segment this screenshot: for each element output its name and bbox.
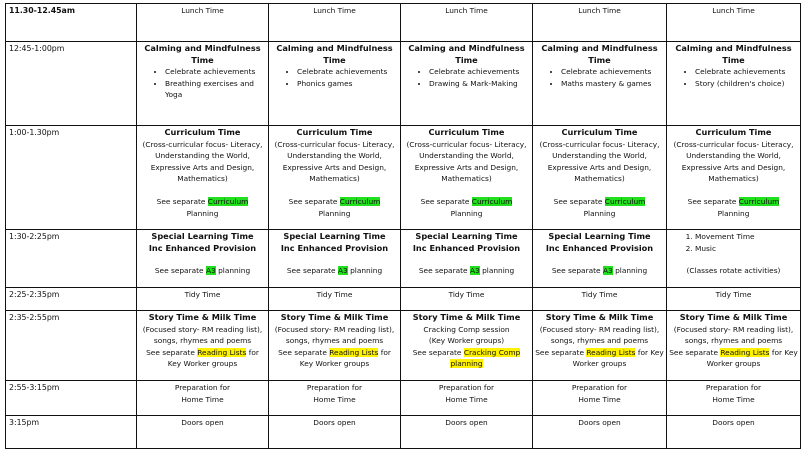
cell-title: Curriculum Time: [296, 127, 373, 137]
see-line: See separate Curriculum Planning: [687, 196, 780, 218]
cell-title: Story Time & Milk Time: [148, 312, 257, 322]
time-cell: 2:25-2:35pm: [6, 288, 137, 311]
bullet: • Phonics games: [297, 78, 398, 90]
highlight: A3: [337, 266, 348, 276]
highlight: Reading Lists: [720, 347, 770, 357]
cell-line: (Key Worker groups): [428, 336, 505, 346]
cell: Tidy Time: [137, 288, 269, 311]
cell: Lunch Time: [667, 4, 801, 42]
cell-title: Calming and Mindfulness Time: [144, 43, 261, 65]
time-cell: 1:00-1.30pm: [6, 126, 137, 230]
cell-subtitle: Inc Enhanced Provision: [280, 242, 389, 253]
highlight: Curriculum: [339, 196, 381, 206]
cell: [533, 311, 667, 381]
cell: Doors open: [533, 416, 667, 449]
highlight: A3: [602, 266, 613, 276]
cell: [533, 42, 667, 126]
cell-note: (Classes rotate activities): [686, 266, 781, 276]
cell-title: Special Learning Time: [548, 231, 651, 241]
cell-title: Story Time & Milk Time: [679, 312, 788, 322]
see-line: See separate Reading Lists for Key Worker groups: [535, 347, 664, 369]
see-line: See separate Reading Lists for Key Worker groups: [278, 347, 391, 369]
row-mindfulness: [6, 42, 801, 126]
cell-title: Curriculum Time: [428, 127, 505, 137]
cell: [667, 126, 801, 230]
row-tidy: [6, 288, 801, 311]
cell: [137, 126, 269, 230]
cell: [269, 311, 401, 381]
cell-desc: (Cross-curricular focus- Literacy, Understanding the World, Expressive Arts and Design, Mathematics): [406, 139, 527, 184]
cell-title: Calming and Mindfulness Time: [276, 43, 393, 65]
time-cell: 12:45-1:00pm: [6, 42, 137, 126]
highlight: Curriculum: [471, 196, 513, 206]
bullet: • Story (children's choice): [695, 78, 798, 90]
time-cell: 11.30-12.45am: [6, 4, 137, 42]
see-line: See separate Cracking Comp planning: [412, 347, 521, 369]
cell-desc: (Focused story- RM reading list), songs, rhymes and poems: [142, 324, 263, 346]
cell-title: Curriculum Time: [695, 127, 772, 137]
cell: Tidy Time: [401, 288, 533, 311]
timetable: [5, 3, 801, 449]
highlight: A3: [469, 266, 480, 276]
cell-desc: (Cross-curricular focus- Literacy, Understanding the World, Expressive Arts and Design, Mathematics): [673, 139, 794, 184]
cell: [401, 311, 533, 381]
highlight: Reading Lists: [329, 347, 379, 357]
cell-subtitle: Inc Enhanced Provision: [148, 242, 257, 253]
cell-title: Calming and Mindfulness Time: [408, 43, 525, 65]
cell: [401, 126, 533, 230]
highlight: Curriculum: [738, 196, 780, 206]
cell-title: Story Time & Milk Time: [412, 312, 521, 322]
cell: Tidy Time: [269, 288, 401, 311]
cell: [269, 126, 401, 230]
time-cell: 3:15pm: [6, 416, 137, 449]
bullet: • Celebrate achievements: [165, 66, 266, 78]
cell-desc: (Cross-curricular focus- Literacy, Understanding the World, Expressive Arts and Design, Mathematics): [142, 139, 263, 184]
time-cell: 2:55-3:15pm: [6, 381, 137, 416]
cell-title: Curriculum Time: [164, 127, 241, 137]
cell: Doors open: [667, 416, 801, 449]
row-story: [6, 311, 801, 381]
cell: Doors open: [269, 416, 401, 449]
numbered-item: 2. Music: [695, 243, 798, 255]
cell-title: Special Learning Time: [151, 231, 254, 241]
see-line: See separate Reading Lists for Key Worker groups: [669, 347, 798, 369]
cell: Lunch Time: [269, 4, 401, 42]
cell: Preparation for Home Time: [137, 381, 269, 416]
cell: Preparation for Home Time: [533, 381, 667, 416]
cell: [137, 230, 269, 288]
time-cell: 2:35-2:55pm: [6, 311, 137, 381]
cell-title: Curriculum Time: [561, 127, 638, 137]
cell-title: Calming and Mindfulness Time: [675, 43, 792, 65]
cell-desc: (Focused story- RM reading list), songs, rhymes and poems: [673, 324, 794, 346]
cell: [667, 42, 801, 126]
cell: [137, 311, 269, 381]
bullet: • Maths mastery & games: [561, 78, 664, 90]
bullet: • Celebrate achievements: [297, 66, 398, 78]
cell-subtitle: Inc Enhanced Provision: [412, 242, 521, 253]
see-line: See separate Curriculum Planning: [288, 196, 381, 218]
bullet: • Celebrate achievements: [561, 66, 664, 78]
cell: [667, 311, 801, 381]
cell: Lunch Time: [401, 4, 533, 42]
cell-title: Special Learning Time: [415, 231, 518, 241]
cell-title: Story Time & Milk Time: [280, 312, 389, 322]
cell: Lunch Time: [533, 4, 667, 42]
cell: Doors open: [401, 416, 533, 449]
row-preparation: [6, 381, 801, 416]
cell-title: Story Time & Milk Time: [545, 312, 654, 322]
see-line: See separate Reading Lists for Key Worker groups: [146, 347, 259, 369]
cell-title: Calming and Mindfulness Time: [541, 43, 658, 65]
highlight: Reading Lists: [197, 347, 247, 357]
bullet: • Drawing & Mark-Making: [429, 78, 530, 90]
cell: [401, 230, 533, 288]
cell-subtitle: Inc Enhanced Provision: [545, 242, 654, 253]
cell: Lunch Time: [137, 4, 269, 42]
cell-desc: (Cross-curricular focus- Literacy, Understanding the World, Expressive Arts and Design, Mathematics): [274, 139, 395, 184]
numbered-item: 1. Movement Time: [695, 231, 798, 243]
highlight: Curriculum: [604, 196, 646, 206]
bullet: • Breathing exercises and Yoga: [165, 78, 266, 101]
highlight: Reading Lists: [586, 347, 636, 357]
highlight: Curriculum: [207, 196, 249, 206]
see-line: See separate A3 planning: [418, 266, 515, 276]
row-special-learning: [6, 230, 801, 288]
cell: Preparation for Home Time: [269, 381, 401, 416]
cell: [533, 126, 667, 230]
cell: [137, 42, 269, 126]
cell-title: Special Learning Time: [283, 231, 386, 241]
cell: Preparation for Home Time: [667, 381, 801, 416]
highlight: Cracking Comp planning: [450, 347, 521, 369]
cell: [667, 230, 801, 288]
cell-line: Cracking Comp session: [423, 324, 510, 334]
row-curriculum: [6, 126, 801, 230]
cell-desc: (Focused story- RM reading list), songs, rhymes and poems: [274, 324, 395, 346]
cell: [401, 42, 533, 126]
cell: Preparation for Home Time: [401, 381, 533, 416]
highlight: A3: [205, 266, 216, 276]
cell: Tidy Time: [533, 288, 667, 311]
time-cell: 1:30-2:25pm: [6, 230, 137, 288]
cell-desc: (Cross-curricular focus- Literacy, Understanding the World, Expressive Arts and Design, Mathematics): [539, 139, 660, 184]
see-line: See separate Curriculum Planning: [420, 196, 513, 218]
cell: Doors open: [137, 416, 269, 449]
row-doors-open: [6, 416, 801, 449]
see-line: See separate A3 planning: [154, 266, 251, 276]
see-line: See separate Curriculum Planning: [553, 196, 646, 218]
bullet: • Celebrate achievements: [695, 66, 798, 78]
see-line: See separate A3 planning: [286, 266, 383, 276]
see-line: See separate Curriculum Planning: [156, 196, 249, 218]
cell: [269, 42, 401, 126]
see-line: See separate A3 planning: [551, 266, 648, 276]
cell: [269, 230, 401, 288]
cell-desc: (Focused story- RM reading list), songs, rhymes and poems: [539, 324, 660, 346]
row-lunch: [6, 4, 801, 42]
cell: Tidy Time: [667, 288, 801, 311]
cell: [533, 230, 667, 288]
bullet: • Celebrate achievements: [429, 66, 530, 78]
